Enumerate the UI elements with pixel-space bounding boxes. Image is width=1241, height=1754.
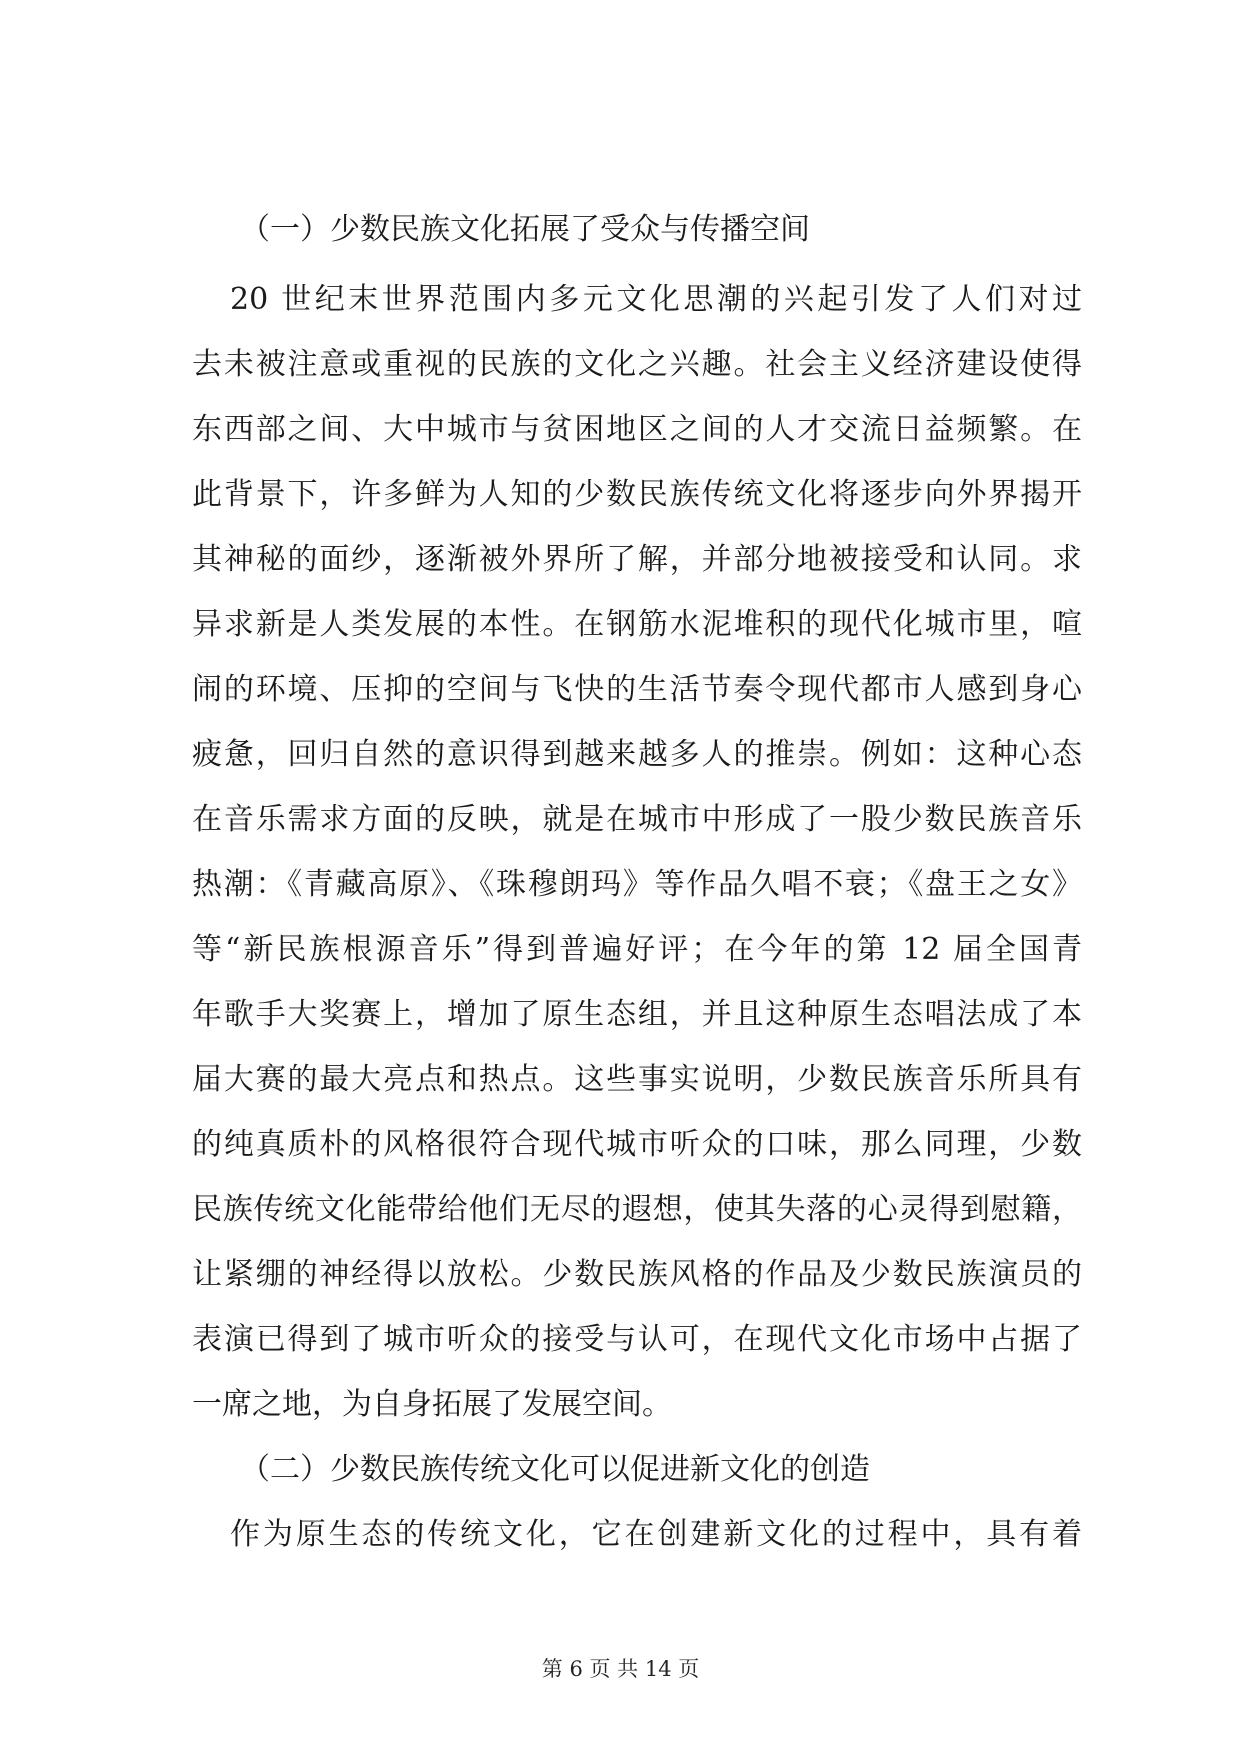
paragraph-line: 届大赛的最大亮点和热点。这些事实说明，少数民族音乐所具有 — [192, 1062, 1082, 1097]
paragraph-line: 疲惫，回归自然的意识得到越来越多人的推崇。例如：这种心态 — [192, 737, 1082, 772]
page-number-indicator: 第 6 页 共 14 页 — [541, 1657, 700, 1681]
paragraph-line: 闹的环境、压抑的空间与飞快的生活节奏令现代都市人感到身心 — [192, 672, 1082, 707]
section-heading-1: （一）少数民族文化拓展了受众与传播空间 — [240, 212, 810, 247]
paragraph-line: 其神秘的面纱，逐渐被外界所了解，并部分地被接受和认同。求 — [192, 542, 1082, 577]
page-footer — [0, 1655, 1241, 1683]
paragraph-line: 民族传统文化能带给他们无尽的遐想，使其失落的心灵得到慰籍， — [192, 1192, 1082, 1227]
paragraph-line: 作为原生态的传统文化，它在创建新文化的过程中，具有着 — [230, 1517, 1082, 1552]
paragraph-line: 表演已得到了城市听众的接受与认可，在现代文化市场中占据了 — [192, 1322, 1082, 1357]
paragraph-line: 此背景下，许多鲜为人知的少数民族传统文化将逐步向外界揭开 — [192, 477, 1082, 512]
paragraph-line: 一席之地，为自身拓展了发展空间。 — [192, 1387, 672, 1422]
paragraph-line: 去未被注意或重视的民族的文化之兴趣。社会主义经济建设使得 — [192, 347, 1082, 382]
paragraph-line: 异求新是人类发展的本性。在钢筋水泥堆积的现代化城市里，喧 — [192, 607, 1082, 642]
paragraph-line: 让紧绷的神经得以放松。少数民族风格的作品及少数民族演员的 — [192, 1257, 1082, 1292]
paragraph-line: 在音乐需求方面的反映，就是在城市中形成了一股少数民族音乐 — [192, 802, 1082, 837]
paragraph-line: 20 世纪末世界范围内多元文化思潮的兴起引发了人们对过 — [230, 282, 1082, 317]
paragraph-line: 热潮：《青藏高原》、《珠穆朗玛》等作品久唱不衰；《盘王之女》 — [192, 867, 1082, 902]
paragraph-line: 东西部之间、大中城市与贫困地区之间的人才交流日益频繁。在 — [192, 412, 1082, 447]
paragraph-line: 等“新民族根源音乐”得到普遍好评；在今年的第 12 届全国青 — [192, 932, 1082, 967]
paragraph-line: 的纯真质朴的风格很符合现代城市听众的口味，那么同理，少数 — [192, 1127, 1082, 1162]
paragraph-line: 年歌手大奖赛上，增加了原生态组，并且这种原生态唱法成了本 — [192, 997, 1082, 1032]
section-heading-2: （二）少数民族传统文化可以促进新文化的创造 — [240, 1452, 870, 1487]
